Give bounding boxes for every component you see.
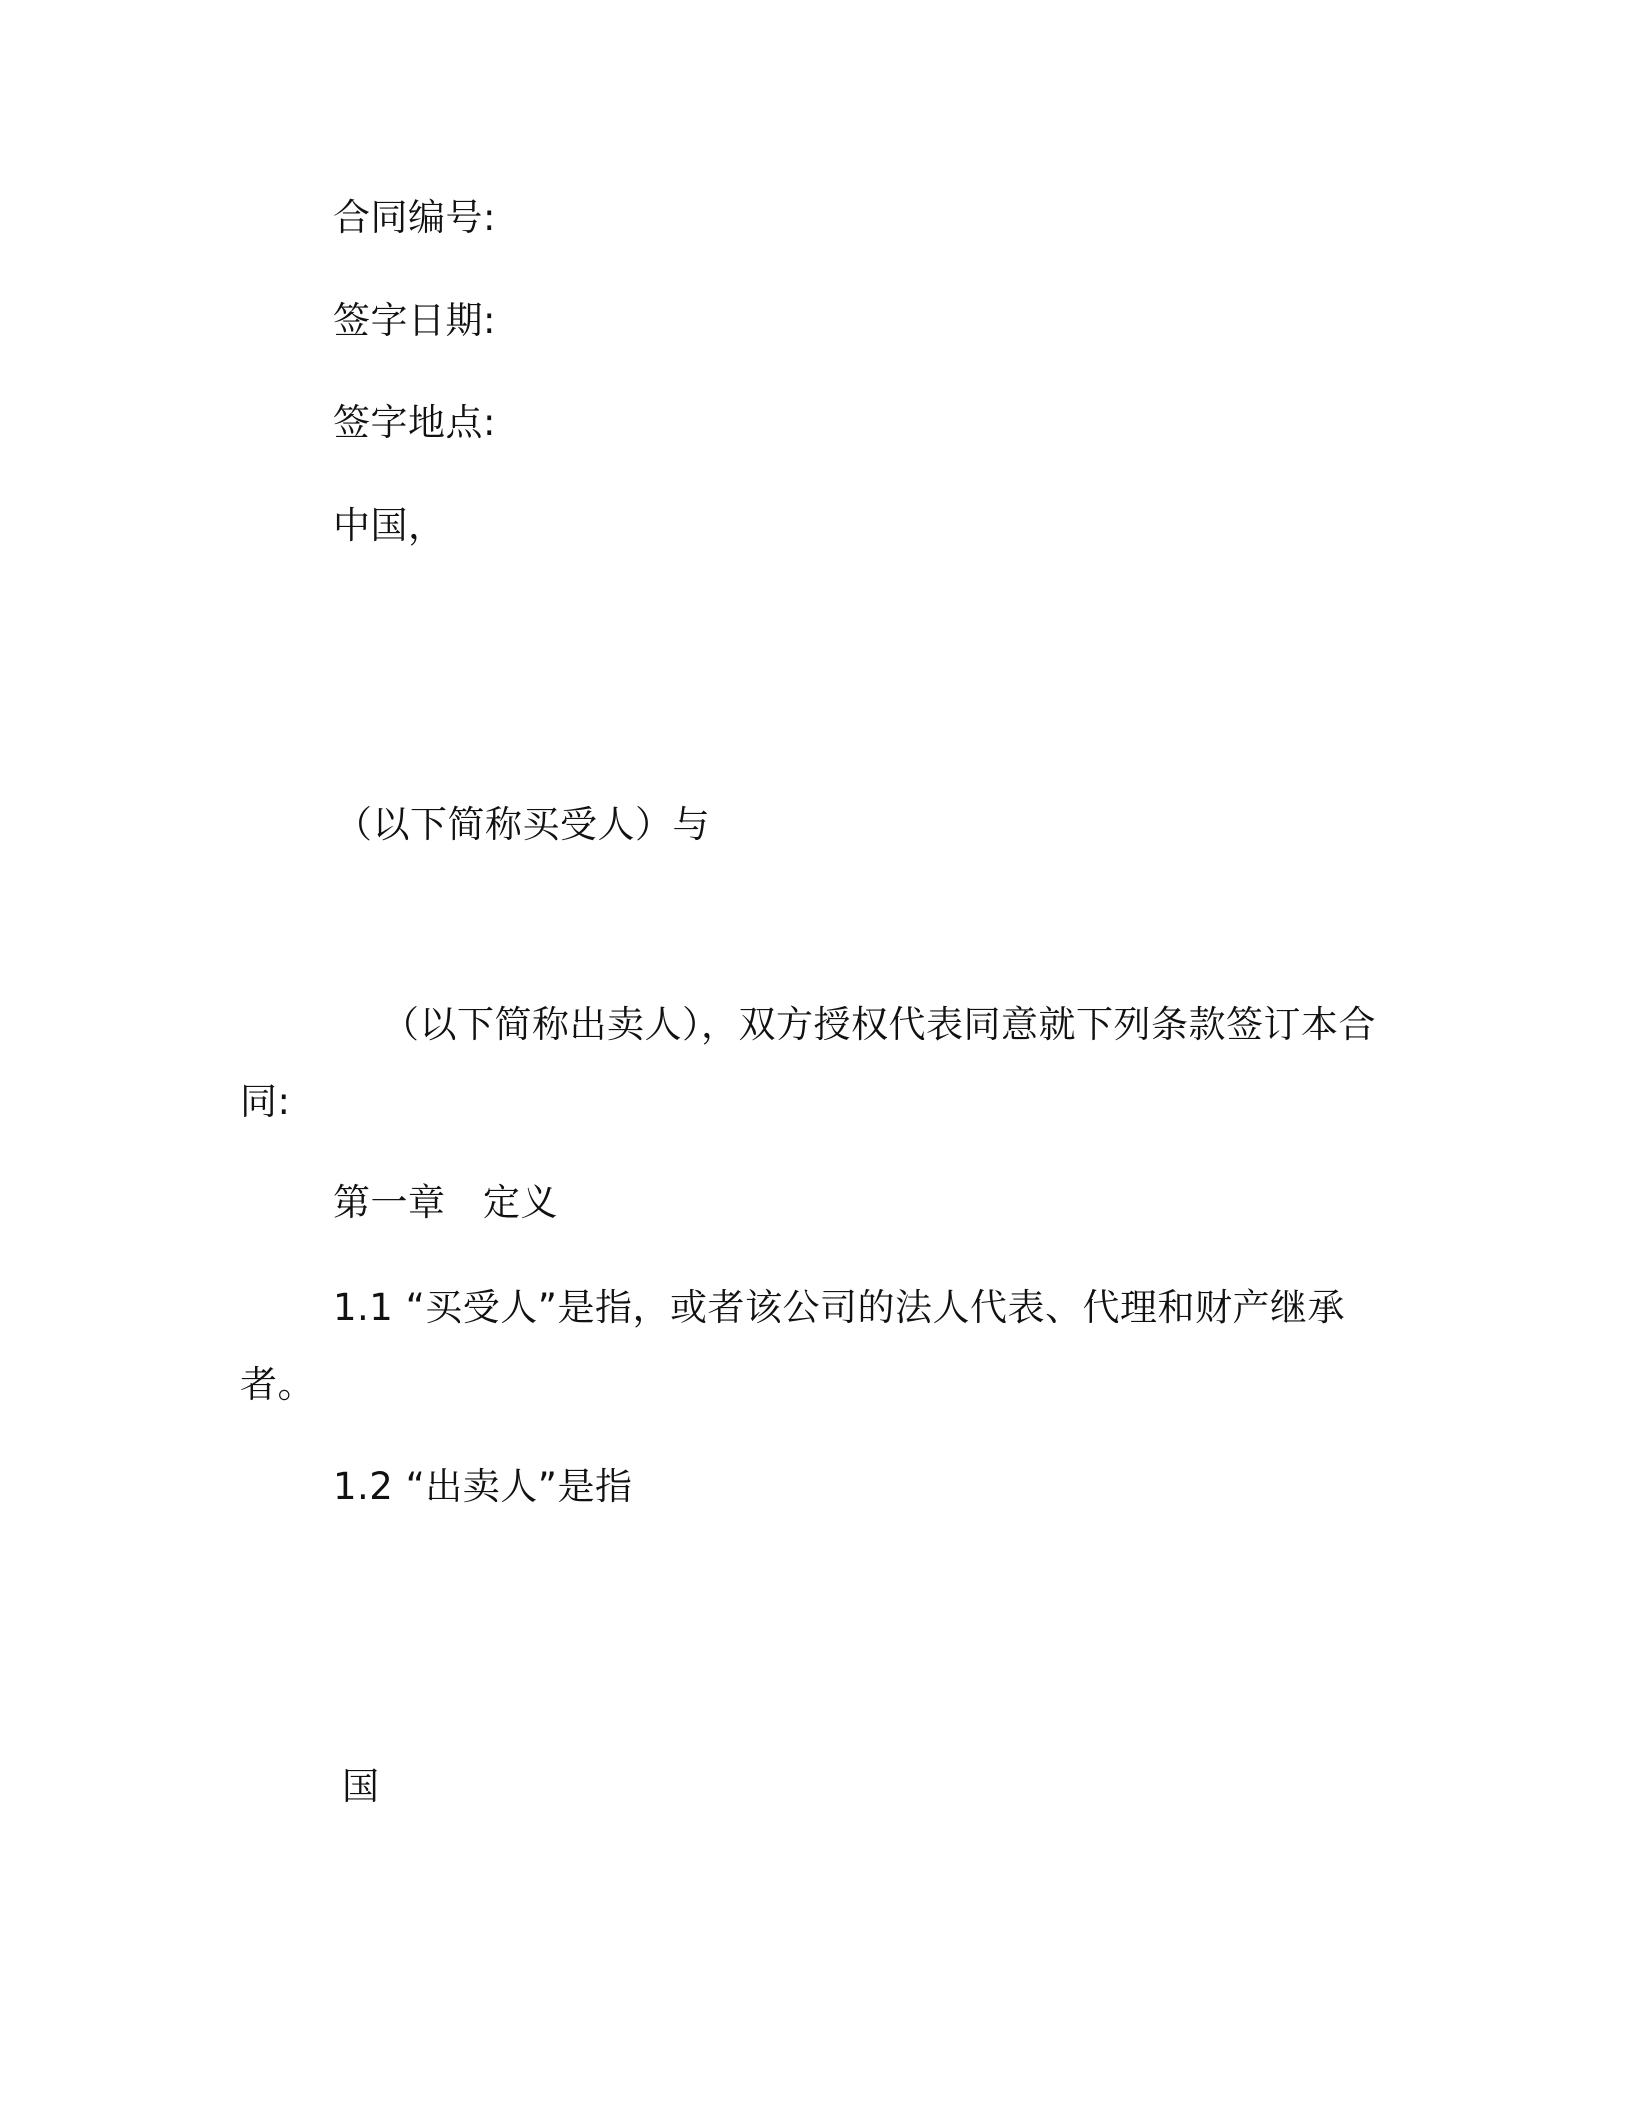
seller-definition-intro: （以下简称出卖人），双方授权代表同意就下列条款签订本合 [382,1003,1376,1046]
clause-1-1: 1.1 “买受人”是指，或者该公司的法人代表、代理和财产继承 [333,1286,1345,1329]
signing-date-label: 签字日期: [333,299,496,342]
buyer-definition-intro: （以下简称买受人）与 [335,803,710,846]
chapter-1-title: 第一章 定义 [333,1181,558,1224]
country-text: 中国， [333,504,446,547]
clause-1-1-continued: 者。 [240,1363,315,1406]
seller-definition-intro-continued: 同: [240,1080,291,1123]
signing-place-label: 签字地点: [333,401,496,444]
clause-1-2: 1.2 “出卖人”是指 [333,1465,633,1508]
contract-number-label: 合同编号: [333,196,496,239]
country-fragment: 国 [342,1765,380,1808]
